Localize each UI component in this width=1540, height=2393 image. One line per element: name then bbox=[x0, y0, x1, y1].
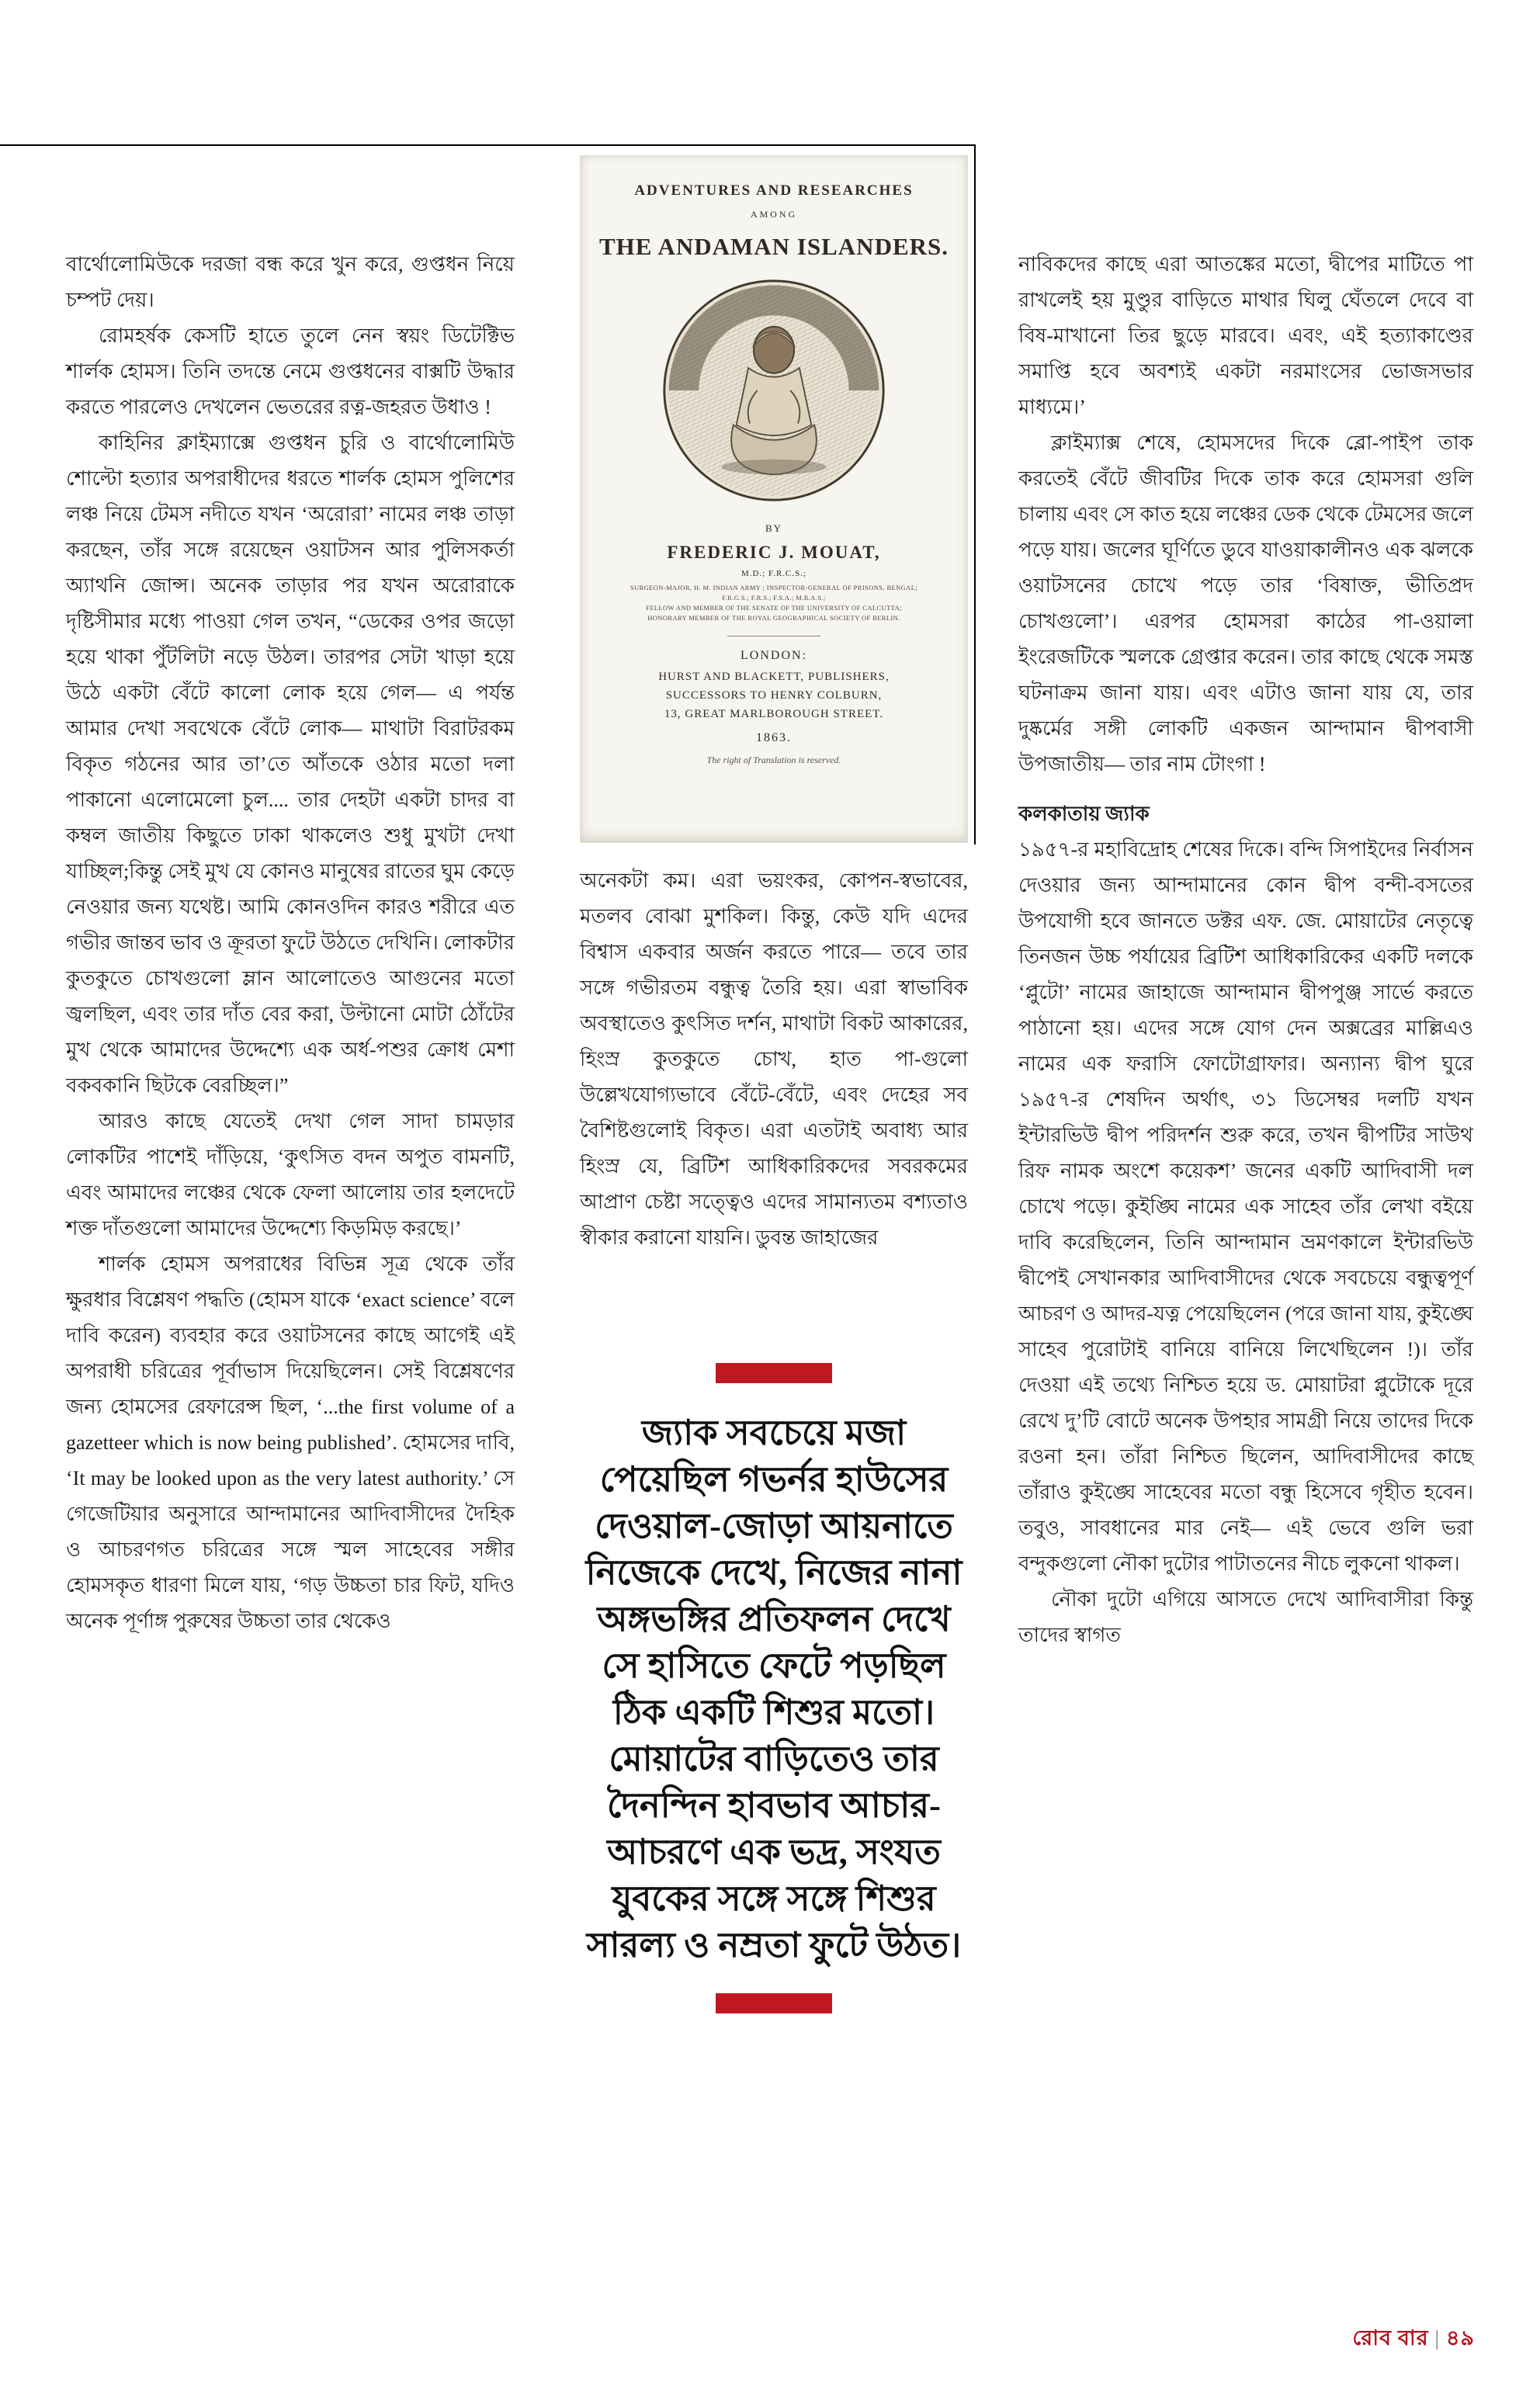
pull-quote-rule-top bbox=[716, 1363, 832, 1383]
body-paragraph: বার্থোলোমিউকে দরজা বন্ধ করে খুন করে, গুপ্তধন নিয়ে চম্পট দেয়। bbox=[66, 253, 515, 311]
magazine-name: রোব বার bbox=[1352, 2326, 1429, 2350]
body-paragraph: ১৯৫৭-র মহাবিদ্রোহ শেষের দিকে। বন্দি সিপাইদের নির্বাসন দেওয়ার জন্য আন্দামানের কোন দ্বীপ বন্দী-বসতের উপযোগী হবে জানতে ডক্টর এফ. জে. মোয়াটের নেতৃত্বে তিনজন উচ্চ পর্যায়ের ব্রিটিশ আধিকারিকের একটি দলকে ‘প্লুটো’ নামের জাহাজে আন্দামান দ্বীপপুঞ্জ সার্ভে করতে পাঠানো হয়। এদের সঙ্গে যোগ দেন অক্সব্রের মাল্লিএও নামের এক ফরাসি ফোটোগ্রাফার। অন্যান্য দ্বীপ ঘুরে ১৯৫৭-র শেষদিন অর্থাৎ, ৩১ ডিসেম্বর দলটি যখন ইন্টারভিউ দ্বীপ পরিদর্শন শুরু করে, তখন দ্বীপটির সাউথ রিফ নামক অংশে কয়েকশ’ জনের একটি আদিবাসী দল চোখে পড়ে। কুইঙ্ঘি নামের এক সাহেব তাঁর লেখা বইয়ে দাবি করেছিলেন, তিনি আন্দামান ভ্রমণকালে ইন্টারভিউ দ্বীপেই সেখানকার আদিবাসীদের থেকে সবচেয়ে বন্ধুত্বপূর্ণ আচরণ ও আদর-যত্ন পেয়েছিলেন (পরে জানা যায়, কুইঙ্ঘে সাহেব পুরোটাই বানিয়ে বানিয়ে লিখেছিলেন !)। তাঁর দেওয়া এই তথ্যে নিশ্চিত হয়ে ড. মোয়াটরা প্লুটোকে দূরে রেখে দু’টি বোটে অনেক উপহার সামগ্রী নিয়ে তাদের দিকে রওনা হন। তাঁরা নিশ্চিত ছিলেন, আদিবাসীদের কাছে তাঁরাও কুইঙ্ঘে সাহেবের মতো বন্ধু হিসেবে গৃহীত হবেন। তবুও, সাবধানের মার নেই— এই ভেবে গুলি ভরা বন্দুকগুলো নৌকা দুটোর পাটাতনের নীচে লুকনো থাকল। bbox=[1018, 838, 1473, 1575]
body-paragraph: নৌকা দুটো এগিয়ে আসতে দেখে আদিবাসীরা কিন্তু তাদের স্বাগত bbox=[1018, 1588, 1473, 1646]
page-footer bbox=[1352, 2322, 1475, 2357]
book-credential-line: HONORARY MEMBER OF THE ROYAL GEOGRAPHICAL SOCIETY OF BERLIN. bbox=[647, 614, 900, 622]
section-subheading: কলকাতায় জ্যাক bbox=[1018, 803, 1150, 825]
pull-quote-text: জ্যাক সবচেয়ে মজা পেয়েছিল গভর্নর হাউসের দেওয়াল-জোড়া আয়নাতে নিজেকে দেখে, নিজের নানা অঙ্গভঙ্গির প্রতিফলন দেখে সে হাসিতে ফেটে পড়ছিল ঠিক একটি শিশুর মতো। মোয়াটের বাড়িতেও তার দৈনন্দিন হাবভাব আচার-আচরণে এক ভদ্র, সংযত যুবকের সঙ্গে সঙ্গে শিশুর সারল্য ও নম্রতা ফুটে উঠত। bbox=[585, 1413, 962, 1965]
body-paragraph: আরও কাছে যেতেই দেখা গেল সাদা চামড়ার লোকটির পাশেই দাঁড়িয়ে, ‘কুৎসিত বদন অপুত বামনটি, এবং আমাদের লঞ্চের থেকে ফেলা আলোয় তার হলদেটে শক্ত দাঁতগুলো আমাদের উদ্দেশ্যে কিড়মিড় করছে।’ bbox=[66, 1110, 515, 1240]
body-paragraph: শার্লক হোমস অপরাধের বিভিন্ন সূত্র থেকে তাঁর ক্ষুরধার বিশ্লেষণ পদ্ধতি (হোমস যাকে ‘exact science’ বলে দাবি করেন) ব্যবহার করে ওয়াটসনের কাছে আগেই এই অপরাধী চরিত্রের পূর্বাভাস দিয়েছিলেন। সেই বিশ্লেষণের জন্য হোমসের রেফারেন্স ছিল, ‘...the first volume of a gazetteer which is now being published’. হোমসের দাবি, ‘It may be looked upon as the very latest authority.’ সে গেজেটিয়ার অনুসারে আন্দামানের আদিবাসীদের দৈহিক ও আচরণগত চরিত্রের সঙ্গে স্মল সাহেবের সঙ্গীর হোমসকৃত ধারণা মিলে যায়, ‘গড় উচ্চতা চার ফিট, যদিও অনেক পূর্ণাঙ্গ পুরুষের উচ্চতা তার থেকেও bbox=[66, 1253, 515, 1632]
left-column bbox=[66, 247, 515, 1639]
book-cover-scan bbox=[580, 155, 968, 843]
engraving-portrait-icon bbox=[661, 278, 886, 507]
book-publisher-line: 13, GREAT MARLBOROUGH STREET. bbox=[664, 708, 884, 720]
body-paragraph: অনেকটা কম। এরা ভয়ংকর, কোপন-স্বভাবের, মতলব বোঝা মুশকিল। কিন্তু, কেউ যদি এদের বিশ্বাস একবার অর্জন করতে পারে— তবে তার সঙ্গে গভীরতম বন্ধুত্ব তৈরি হয়। এরা স্বাভাবিক অবস্থাতেও কুৎসিত দর্শন, মাথাটা বিকট আকারের, হিংস্র কুতকুতে চোখ, হাত পা-গুলো উল্লেখযোগ্যভাবে বেঁটে-বেঁটে, এবং দেহের সব বৈশিষ্টগুলোই বিকৃত। এরা এতটাই অবাধ্য আর হিংস্র যে, ব্রিটিশ আধিকারিকদের সবরকমের আপ্রাণ চেষ্টা সত্ত্বেও এদের সামান্যতম বশ্যতাও স্বীকার করানো যায়নি। ডুবন্ত জাহাজের bbox=[580, 869, 968, 1249]
book-credential-line: F.R.G.S.; F.R.S.; F.S.A.; M.R.A.S.; bbox=[722, 594, 826, 602]
book-title-line1: ADVENTURES AND RESEARCHES bbox=[634, 182, 914, 199]
column-divider-rule bbox=[974, 144, 976, 844]
book-year: 1863. bbox=[756, 731, 792, 744]
book-by-label: BY bbox=[765, 522, 783, 534]
book-credential-line: SURGEON-MAJOR, H. M. INDIAN ARMY ; INSPECTOR-GENERAL OF PRISONS, BENGAL; bbox=[630, 584, 918, 591]
center-column bbox=[580, 863, 968, 1256]
book-publisher-line: HURST AND BLACKETT, PUBLISHERS, bbox=[658, 671, 890, 683]
body-paragraph: নাবিকদের কাছে এরা আতঙ্কের মতো, দ্বীপের মাটিতে পা রাখলেই হয় মুণ্ডুর বাড়িতে মাথার ঘিলু ঘেঁতলে দেবে বা বিষ-মাখানো তির ছুড়ে মারবে। এবং, এই হত্যাকাণ্ডের সমাপ্তি হবে অবশ্যই একটা নরমাংসের ভোজসভার মাধ্যমে।’ bbox=[1018, 253, 1473, 418]
pull-quote-rule-bottom bbox=[716, 1993, 832, 2013]
book-rights-note: The right of Translation is reserved. bbox=[706, 754, 841, 765]
book-credential-line: FELLOW AND MEMBER OF THE SENATE OF THE UNIVERSITY OF CALCUTTA; bbox=[646, 604, 902, 612]
body-paragraph: ক্লাইম্যাক্স শেষে, হোমসদের দিকে ব্লো-পাইপ তাক করতেই বেঁটে জীবটির দিকে তাক করে হোমসরা গুলি চালায় এবং সে কাত হয়ে লঞ্চের ডেক থেকে টেমসের জলে পড়ে যায়। জলের ঘূর্ণিতে ডুবে যাওয়াকালীনও এক ঝলকে ওয়াটসনের চোখে পড়ে তার ‘বিষাক্ত, ভীতিপ্রদ চোখগুলো’। এরপর হোমসরা কাঠের পা-ওয়ালা ইংরেজটিকে স্মলকে গ্রেপ্তার করেন। তার কাছে থেকে সমস্ত ঘটনাক্রম জানা যায়। এবং এটাও জানা যায় যে, তার দুষ্কর্মের সঙ্গী লোকটি একজন আন্দামান দ্বীপবাসী উপজাতীয়— তার নাম টোংগা ! bbox=[1018, 432, 1473, 775]
right-column bbox=[1018, 247, 1473, 1653]
book-title-line2: AMONG bbox=[750, 209, 798, 220]
pull-quote-block bbox=[580, 1363, 968, 2013]
body-paragraph: রোমহর্ষক কেসটি হাতে তুলে নেন স্বয়ং ডিটেক্টিভ শার্লক হোমস। তিনি তদন্তে নেমে গুপ্তধনের বাক্সটি উদ্ধার করতে পারলেও দেখলেন ভেতরের রত্ন-জহরত উধাও ! bbox=[66, 324, 515, 418]
book-title-line3: THE ANDAMAN ISLANDERS. bbox=[598, 233, 949, 260]
book-publisher-city: LONDON: bbox=[741, 649, 807, 662]
book-author: FREDERIC J. MOUAT, bbox=[667, 543, 881, 562]
footer-separator: | bbox=[1434, 2326, 1440, 2350]
book-publisher-line: SUCCESSORS TO HENRY COLBURN, bbox=[665, 689, 883, 702]
page-number: ৪৯ bbox=[1445, 2326, 1475, 2350]
body-paragraph: কাহিনির ক্লাইম্যাক্সে গুপ্তধন চুরি ও বার্থোলোমিউ শোল্টো হত্যার অপরাধীদের ধরতে শার্লক হোমস পুলিশের লঞ্চ নিয়ে টেমস নদীতে যখন ‘অরোরা’ নামের লঞ্চ তাড়া করছেন, তাঁর সঙ্গে রয়েছেন ওয়াটসন আর পুলিসকর্তা অ্যাথনি জোন্স। অনেক তাড়ার পর যখন অরোরাকে দৃষ্টিসীমার মধ্যে পাওয়া গেল তখন, “ডেকের ওপর জড়ো হয়ে থাকা পুঁটলিটা নড়ে উঠল। তারপর সেটা খাড়া হয়ে উঠে একটা বেঁটে কালো লোক হয়ে গেল— এ পর্যন্ত আমার দেখা সবথেকে বেঁটে লোক— মাথাটা বিরাটরকম বিকৃত গঠনের আর তা’তে আঁতকে ওঠার মতো দলা পাকানো এলোমেলো চুল.... তার দেহটা একটা চাদর বা কম্বল জাতীয় কিছুতে ঢাকা থাকলেও শুধু মুখটা দেখা যাচ্ছিল;কিন্তু সেই মুখ যে কোনও মানুষের রাতের ঘুম কেড়ে নেওয়ার জন্য যথেষ্ট। আমি কোনওদিন কারও শরীরে এত গভীর জান্তব ভাব ও ক্রূরতা ফুটে উঠতে দেখিনি। লোকটার কুতকুতে চোখগুলো ম্লান আলোতেও আগুনের মতো জ্বলছিল, এবং তার দাঁত বের করা, উল্টানো মোটা ঠোঁটের মুখ থেকে আমাদের উদ্দেশ্যে এক অর্ধ-পশুর ক্রোধ মেশা বকবকানি ছিটকে বেরচ্ছিল।” bbox=[66, 432, 515, 1097]
top-horizontal-rule bbox=[0, 144, 976, 146]
book-author-degrees: M.D.; F.R.C.S.; bbox=[741, 569, 807, 578]
